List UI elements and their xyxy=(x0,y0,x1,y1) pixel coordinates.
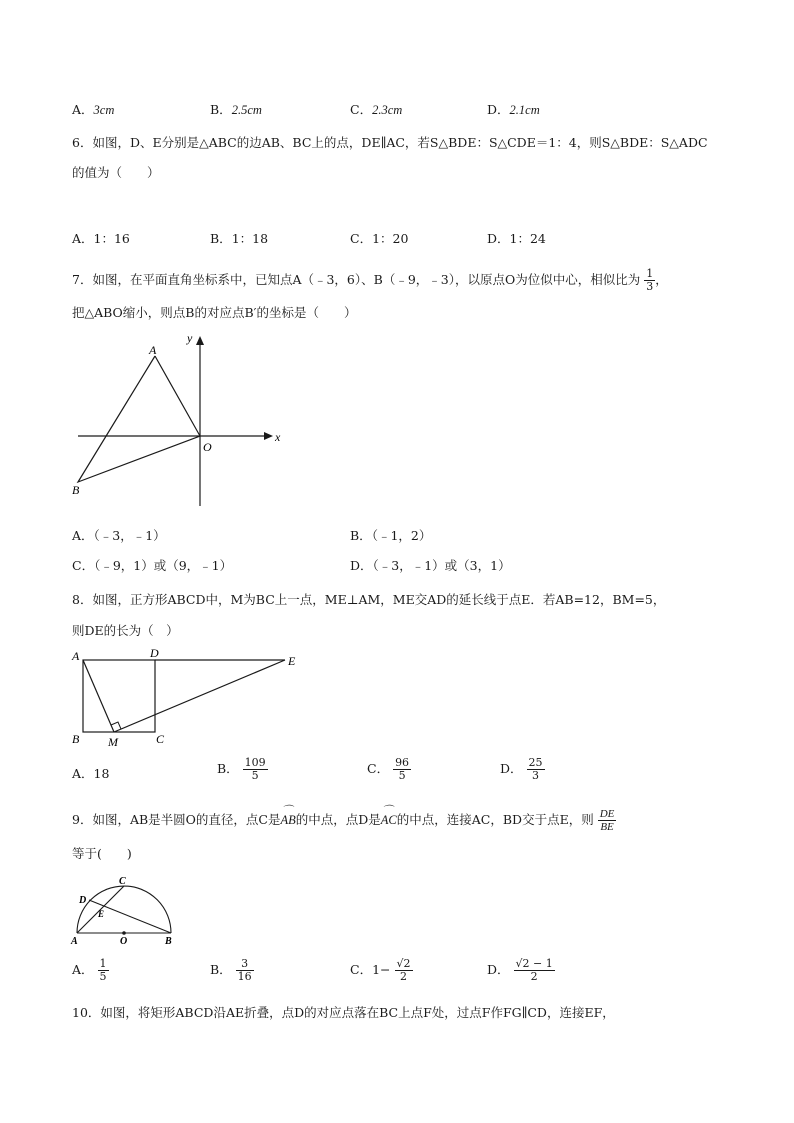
q9-option-c: C．1− $\frac{√2}{2}$ xyxy=(350,957,411,983)
q7-option-a: A．（﹣3，﹣1） xyxy=(72,528,166,543)
q10-stem-line1: 10．如图，将矩形ABCD沿AE折叠，点D的对应点落在BC上点F处，过点F作FG∥CD，连接EF， xyxy=(72,1005,615,1020)
q8-segment-am xyxy=(83,660,114,732)
q9-stem-line1: 9．如图，AB是半圆O的直径，点C是⌒ AB的中点，点D是⌒ AC的中点，连接AC，BD交于点E，则 $\frac{DE}{BE}$ xyxy=(72,808,616,833)
q9-label-e: E xyxy=(98,909,105,919)
q8-option-b: B． $\frac{109}{5}$ xyxy=(217,756,266,782)
q8-stem-line1: 8．如图，正方形ABCD中，M为BC上一点，ME⊥AM，ME交AD的延长线于点E．若AB=12，BM=5， xyxy=(72,592,666,607)
q6-stem-line1: 6．如图，D、E分别是△ABC的边AB、BC上的点，DE∥AC，若S△BDE：S△CDE＝1：4，则S△BDE：S△ADC xyxy=(72,135,708,150)
q5-option-b: B．2.5cm xyxy=(210,102,262,117)
q9-option-a: A． $\frac{1}{5}$ xyxy=(72,957,107,983)
q7-stem-line1: 7．如图，在平面直角坐标系中，已知点A（﹣3，6）、B（﹣9，﹣3），以原点O为位似中心，相似比为 $\frac{1}{3}$ ， xyxy=(72,267,668,293)
q8-square-figure xyxy=(66,645,306,750)
q9-label-o: O xyxy=(120,936,128,947)
q9-center-dot xyxy=(122,931,126,935)
q6-option-d: D．1：24 xyxy=(487,231,546,246)
q9-arc-ac: ⌒ AC xyxy=(381,812,397,828)
q9-arc-ab: ⌒ AB xyxy=(280,812,295,828)
q7-x-axis-arrow xyxy=(264,432,273,440)
q9-label-a: A xyxy=(71,936,78,947)
q9-stem-line2: 等于( ) xyxy=(72,846,132,861)
q8-label-c: C xyxy=(156,732,165,746)
q7-triangle-abo xyxy=(78,356,200,482)
q7-stem-line2: 把△ABO缩小，则点B的对应点B′的坐标是（ ） xyxy=(72,305,357,320)
q6-stem-line2: 的值为（ ） xyxy=(72,165,160,180)
q7-label-b: B xyxy=(72,483,80,497)
q6-option-c: C．1：20 xyxy=(350,231,409,246)
q8-stem-line2: 则DE的长为（ ） xyxy=(72,623,179,638)
q8-option-d: D． $\frac{25}{3}$ xyxy=(500,756,543,782)
q8-label-b: B xyxy=(72,732,80,746)
q8-square-abcd xyxy=(83,660,155,732)
q8-label-e: E xyxy=(288,654,296,668)
q7-option-d: D．（﹣3，﹣1）或（3，1） xyxy=(350,558,511,573)
q9-ratio-fraction: $\frac{DE}{BE}$ xyxy=(599,808,615,833)
q8-label-m: M xyxy=(108,735,118,749)
q8-segment-me xyxy=(114,660,285,732)
q9-semicircle-arc xyxy=(77,886,171,933)
q9-option-d: D． $\frac{√2 - 1}{2}$ xyxy=(487,957,553,983)
q7-ratio-fraction: $\frac{1}{3}$ xyxy=(646,267,654,293)
q7-option-b: B．（﹣1，2） xyxy=(350,528,432,543)
q7-label-y: y xyxy=(187,331,193,345)
q5-option-a: A．3cm xyxy=(72,102,115,117)
q9-label-c: C xyxy=(119,876,126,887)
q9-label-b: B xyxy=(165,936,172,947)
q7-y-axis-arrow xyxy=(196,336,204,345)
q5-option-d: D．2.1cm xyxy=(487,102,540,117)
q7-label-o: O xyxy=(203,440,212,454)
q7-label-x: x xyxy=(275,430,281,444)
q7-coordinate-figure xyxy=(70,330,290,510)
q8-label-a: A xyxy=(72,649,80,663)
q9-semicircle-figure xyxy=(68,870,183,948)
q8-option-a: A．18 xyxy=(72,766,110,781)
q7-option-c: C．（﹣9，1）或（9，﹣1） xyxy=(72,558,233,573)
q9-label-d: D xyxy=(79,895,87,906)
q6-option-b: B．1：18 xyxy=(210,231,269,246)
q9-option-b: B． $\frac{3}{16}$ xyxy=(210,957,252,983)
q8-option-c: C． $\frac{96}{5}$ xyxy=(367,756,410,782)
q6-option-a: A．1：16 xyxy=(72,231,130,246)
q5-option-c: C．2.3cm xyxy=(350,102,403,117)
q8-label-d: D xyxy=(150,646,159,660)
q7-label-a: A xyxy=(149,343,157,357)
